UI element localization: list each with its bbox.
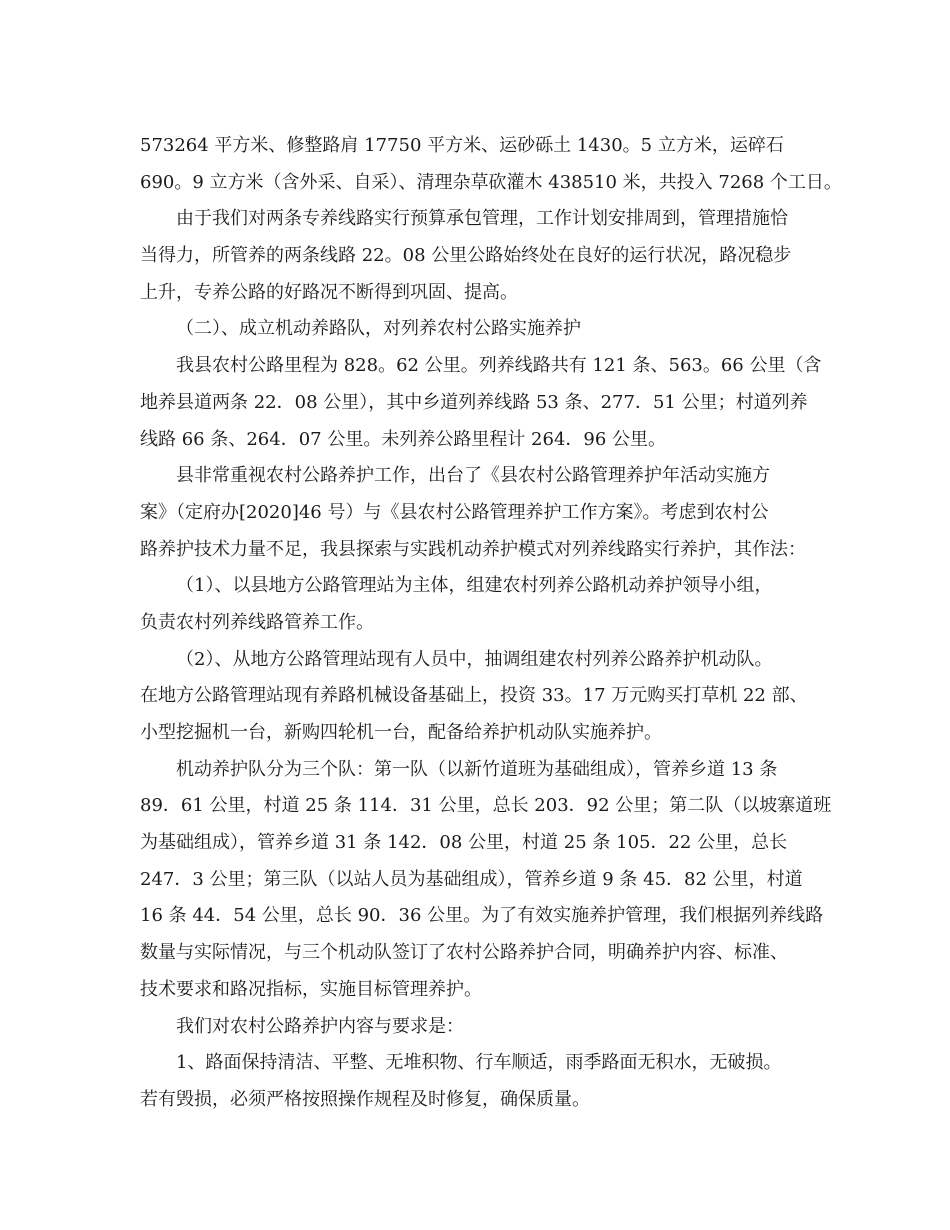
list-item-line: 1、路面保持清洁、平整、无堆积物、行车顺适，雨季路面无积水，无破损。: [176, 1052, 782, 1074]
text-line: 案》（定府办[2020]46 号）与《县农村公路管理养护工作方案》。考虑到农村公: [140, 501, 769, 523]
text-line: 89．61 公里，村道 25 条 114．31 公里，总长 203．92 公里；第二队（以坡寨道班: [140, 795, 832, 817]
text-line: 路养护技术力量不足，我县探索与实践机动养护模式对列养线路实行养护，其作法：: [140, 538, 806, 560]
text-line: 线路 66 条、264．07 公里。未列养公路里程计 264．96 公里。: [140, 428, 667, 450]
text-line: 上升，专养公路的好路况不断得到巩固、提高。: [140, 281, 518, 303]
text-line: 573264 平方米、修整路肩 17750 平方米、运砂砾土 1430。5 立方米，运碎石: [140, 135, 784, 156]
text-line: 247．3 公里；第三队（以站人员为基础组成），管养乡道 9 条 45．82 公里，村道: [140, 868, 803, 890]
paragraph-start-line: 我县农村公路里程为 828。62 公里。列养线路共有 121 条、563。66 公里（含: [176, 355, 822, 377]
text-line: 负责农村列养线路管养工作。: [140, 611, 374, 633]
paragraph-start-line: 我们对农村公路养护内容与要求是：: [176, 1015, 464, 1037]
list-item-line: （1）、以县地方公路管理站为主体，组建农村列养公路机动养护领导小组，: [176, 575, 773, 597]
text-line: 为基础组成），管养乡道 31 条 142．08 公里，村道 25 条 105．22 公里，总长: [140, 832, 788, 854]
paragraph-start-line: 县非常重视农村公路养护工作，出台了《县农村公路管理养护年活动实施方: [176, 465, 770, 487]
list-item-line: （2）、从地方公路管理站现有人员中，抽调组建农村列养公路养护机动队。: [176, 648, 773, 670]
text-line: 技术要求和路况指标，实施目标管理养护。: [140, 978, 482, 1000]
text-line: 若有毁损，必须严格按照操作规程及时修复，确保质量。: [140, 1088, 590, 1110]
text-line: 小型挖掘机一台，新购四轮机一台，配备给养护机动队实施养护。: [140, 722, 662, 743]
text-line: 地养县道两条 22．08 公里），其中乡道列养线路 53 条、277．51 公里；村道列养: [140, 391, 808, 413]
text-line: 数量与实际情况，与三个机动队签订了农村公路养护合同，明确养护内容、标准、: [140, 942, 788, 964]
text-line: 当得力，所管养的两条线路 22。08 公里公路始终处在良好的运行状况，路况稳步: [140, 245, 792, 267]
section-heading: （二）、成立机动养路队，对列养农村公路实施养护: [176, 318, 581, 340]
paragraph-start-line: 由于我们对两条专养线路实行预算承包管理，工作计划安排周到，管理措施恰: [176, 208, 788, 230]
text-line: 在地方公路管理站现有养路机械设备基础上，投资 33。17 万元购买打草机 22 部、: [140, 685, 808, 707]
text-line: 690。9 立方米（含外采、自采）、清理杂草砍灌木 438510 米，共投入 7268 个工日。: [140, 171, 842, 193]
body-text: [140, 128, 842, 1119]
text-line: 16 条 44．54 公里，总长 90．36 公里。为了有效实施养护管理，我们根据列养线路: [140, 905, 824, 927]
paragraph-start-line: 机动养护队分为三个队：第一队（以新竹道班为基础组成），管养乡道 13 条: [176, 758, 778, 780]
